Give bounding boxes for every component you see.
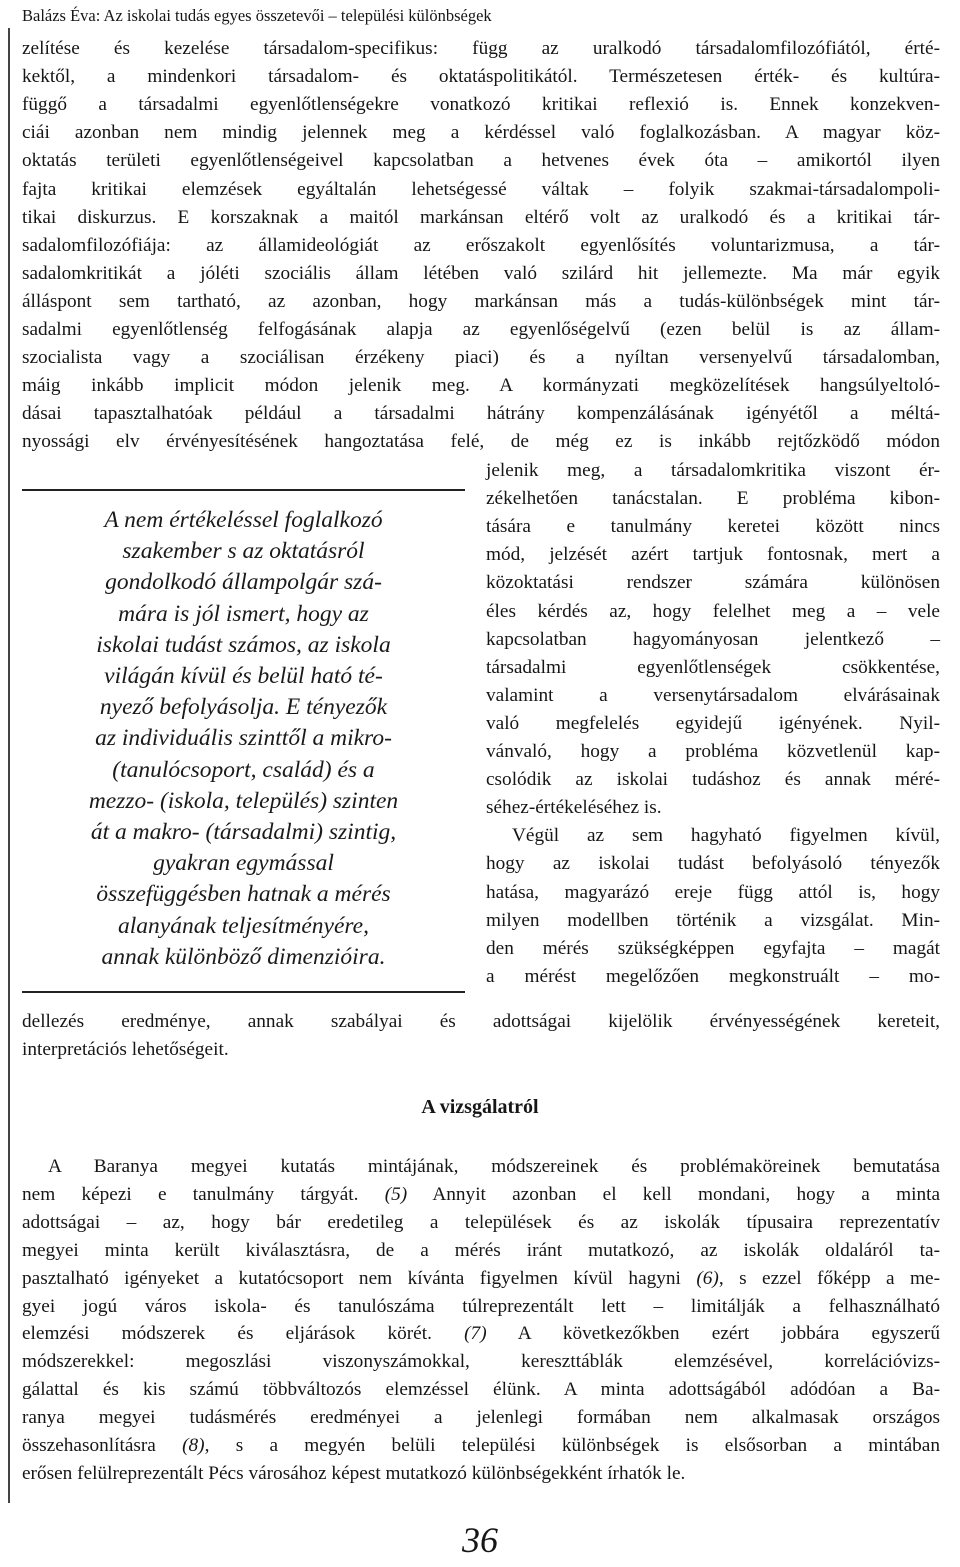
body-line: sadalomfilozófiája: az államideológiát az erőszakolt egyenlősítés voluntarizmusa, a tár- bbox=[22, 234, 940, 256]
footnote-reference[interactable]: (7) bbox=[464, 1323, 487, 1345]
body-line: tására e tanulmány keretei között nincs bbox=[486, 516, 940, 538]
line-text: gálattal és kis számú többváltozós elemzéssel élünk. A minta adottságából adódóan a Ba- bbox=[22, 1379, 940, 1401]
pull-quote-line: iskolai tudást számos, az iskola bbox=[96, 631, 391, 658]
pull-quote-line: gyakran egymással bbox=[153, 850, 334, 877]
pull-quote-line: gondolkodó állampolgár szá- bbox=[105, 569, 382, 596]
line-text: , s ezzel főképp a me- bbox=[718, 1267, 940, 1289]
line-text: elemzési módszerek és eljárások körét. bbox=[22, 1323, 465, 1345]
body-line: jelenik meg, a társadalomkritika viszont ér- bbox=[486, 460, 940, 481]
body-line: valamint a versenytársadalom elvárásainak bbox=[486, 684, 940, 706]
body-line: ciái azonban nem mindig jelennek meg a kérdéssel való foglalkozásban. A magyar köz- bbox=[22, 122, 940, 144]
section-line bbox=[22, 1209, 940, 1237]
pull-quote-line: alanyának teljesítményére, bbox=[117, 912, 369, 939]
section-line bbox=[22, 1460, 940, 1488]
body-line: való megfelelés egyidejű igényének. Nyil- bbox=[486, 712, 940, 734]
body-line: éles kérdés az, hogy felelhet meg a – vele bbox=[486, 600, 940, 622]
body-line: hatása, magyarázó ereje függ attól is, hogy bbox=[486, 881, 940, 903]
pull-quote-line: összefüggésben hatnak a mérés bbox=[96, 881, 391, 908]
body-line: dásai tapasztalhatóak például a társadalmi hátrány kompenzálásának igényétől a méltá- bbox=[22, 403, 940, 425]
body-line: Végül az sem hagyható figyelmen kívül, bbox=[512, 825, 940, 847]
body-line: milyen modellben történik a vizsgálat. Min- bbox=[486, 909, 940, 931]
section-line bbox=[22, 1432, 940, 1460]
body-line: függő a társadalmi egyenlőtlenségekre vonatkozó kritikai reflexió is. Ennek konzekven- bbox=[22, 94, 940, 116]
body-line: a mérést megelőzően megkonstruált – mo- bbox=[486, 965, 940, 987]
body-line: séhez-értékeléséhez is. bbox=[486, 797, 662, 819]
line-text: , s a megyén belüli települési különbségek is elsősorban a mintában bbox=[204, 1435, 940, 1456]
body-line: tikai diskurzus. E korszaknak a maitól markánsan eltérő volt az uralkodó és a kritikai tár- bbox=[22, 206, 940, 228]
section-line bbox=[22, 1153, 940, 1181]
section-line bbox=[22, 1320, 940, 1348]
body-line: szocialista vagy a szociálisan érzékeny piaci) és a nyíltan versenyelvű társadalomban, bbox=[22, 347, 940, 369]
line-text: erősen felülreprezentált Pécs városához képest mutatkozó különbségekként írhatók le. bbox=[22, 1462, 686, 1484]
body-line: interpretációs lehetőségeit. bbox=[22, 1039, 229, 1061]
body-line: sadalmi egyenlőtlenség felfogásának alapja az egyenlőségelvű (ezen belül is az állam- bbox=[22, 319, 940, 340]
pull-quote-top-rule bbox=[22, 489, 465, 491]
pull-quote-line: nyező befolyásolja. E tényezők bbox=[99, 694, 388, 721]
section-line bbox=[22, 1265, 940, 1293]
section-line bbox=[22, 1181, 940, 1209]
pull-quote-line: szakember s az oktatásról bbox=[122, 538, 365, 565]
line-text: A Baranya megyei kutatás mintájának, módszereinek és problémaköreinek bemutatása bbox=[48, 1156, 940, 1177]
body-line: hogy az iskolai tudást befolyásoló tényezők bbox=[486, 853, 940, 875]
body-line: közoktatási rendszer számára különösen bbox=[486, 572, 940, 594]
body-line: vánvaló, hogy a probléma közvetlenül kap- bbox=[486, 741, 940, 762]
pull-quote-line: az individuális szinttől a mikro- bbox=[95, 725, 392, 752]
pull-quote-line: mára is jól ismert, hogy az bbox=[118, 600, 369, 627]
body-line: kektől, a mindenkori társadalom- és oktatáspolitikától. Természetesen érték- és kultúra- bbox=[22, 66, 940, 88]
line-text: megyei minta került kiválasztásra, de a mérés iránt mutatkozó, az iskolák oldaláról ta- bbox=[22, 1239, 940, 1261]
body-line: nyossági elv érvényesítésének hangoztatása felé, de még ez is inkább rejtőzködő módon bbox=[22, 431, 940, 453]
body-line: oktatás területi egyenlőtlenségeivel kapcsolatban a hetvenes évek óta – amikortól ilyen bbox=[22, 150, 940, 172]
pull-quote-line: annak különböző dimenzióira. bbox=[101, 943, 386, 970]
line-text: Annyit azonban el kell mondani, hogy a minta bbox=[407, 1183, 941, 1205]
body-line: kapcsolatban hagyományosan jelentkező – bbox=[486, 628, 940, 650]
line-text: A következőkben ezért jobbára egyszerű bbox=[486, 1323, 940, 1345]
body-line: sadalomkritikát a jóléti szociális állam létében való szilárd hit jellemezte. Ma már egyik bbox=[22, 262, 940, 284]
pull-quote-line: világán kívül és belül ható té- bbox=[104, 663, 383, 689]
section-line bbox=[22, 1404, 940, 1432]
running-header: Balázs Éva: Az iskolai tudás egyes összetevői – települési különbségek bbox=[22, 6, 492, 25]
pull-quote-bottom-rule bbox=[22, 991, 465, 993]
pull-quote-line: A nem értékeléssel foglalkozó bbox=[104, 507, 383, 533]
body-line: álláspont sem tartható, az azonban, hogy markánsan más a tudás-különbségek mint tár- bbox=[22, 290, 940, 312]
section-line bbox=[22, 1348, 940, 1376]
section-line bbox=[22, 1237, 940, 1265]
body-line: csolódik az iskolai tudáshoz és annak méré- bbox=[486, 769, 940, 791]
pull-quote-line: (tanulócsoport, család) és a bbox=[112, 756, 375, 783]
footnote-reference[interactable]: (8) bbox=[182, 1435, 205, 1456]
body-line: den mérés szükségképpen egyfajta – magát bbox=[486, 937, 940, 959]
body-line: mód, jelzését azért tartjuk fontosnak, mert a bbox=[486, 544, 940, 566]
line-text: ranya megyei tudásmérés eredményei a jelenlegi formában nem alkalmasak országos bbox=[22, 1407, 940, 1429]
body-line: dellezés eredménye, annak szabályai és adottságai kijelölik érvényességének kereteit, bbox=[22, 1011, 940, 1032]
body-line: zékelhetően tanácstalan. E probléma kibon- bbox=[486, 488, 940, 510]
footnote-reference[interactable]: (6) bbox=[696, 1267, 719, 1289]
line-text: adottságai – az, hogy bár eredetileg a települések és az iskolák típusaira reprezentatív bbox=[22, 1211, 940, 1233]
section-line bbox=[22, 1376, 940, 1404]
section-heading: A vizsgálatról bbox=[421, 1096, 539, 1118]
pull-quote-line: mezzo- (iskola, település) szinten bbox=[88, 787, 399, 814]
body-line: társadalmi egyenlőtlenségek csökkentése, bbox=[486, 656, 940, 678]
line-text: pasztalható igényeket a kutatócsoport nem kívánta figyelmen kívül hagyni bbox=[22, 1267, 697, 1289]
page-number: 36 bbox=[462, 1520, 498, 1560]
pull-quote-line: át a makro- (társadalmi) szintig, bbox=[90, 819, 397, 845]
body-line: zelítése és kezelése társadalom-specifikus: függ az uralkodó társadalomfilozófiától, érté- bbox=[22, 38, 940, 59]
line-text: összehasonlításra bbox=[22, 1435, 183, 1456]
footnote-reference[interactable]: (5) bbox=[384, 1183, 408, 1205]
body-line: máig inkább implicit módon jelenik meg. A kormányzati megközelítések hangsúlyeltoló- bbox=[22, 375, 940, 397]
body-line: fajta kritikai elemzések egyáltalán lehetségessé váltak – folyik szakmai-társadalompoli- bbox=[22, 178, 940, 200]
line-text: nem képezi e tanulmány tárgyát. bbox=[22, 1183, 385, 1205]
line-text: gyei jogú város iskola- és tanulószáma túlreprezentált lett – limitálják a felhasználható bbox=[22, 1295, 940, 1317]
left-margin-rule bbox=[8, 28, 10, 1503]
line-text: módszerekkel: megoszlási viszonyszámokkal, kereszttáblák elemzésével, korrelációvizs- bbox=[22, 1351, 940, 1373]
section-line bbox=[22, 1293, 940, 1321]
